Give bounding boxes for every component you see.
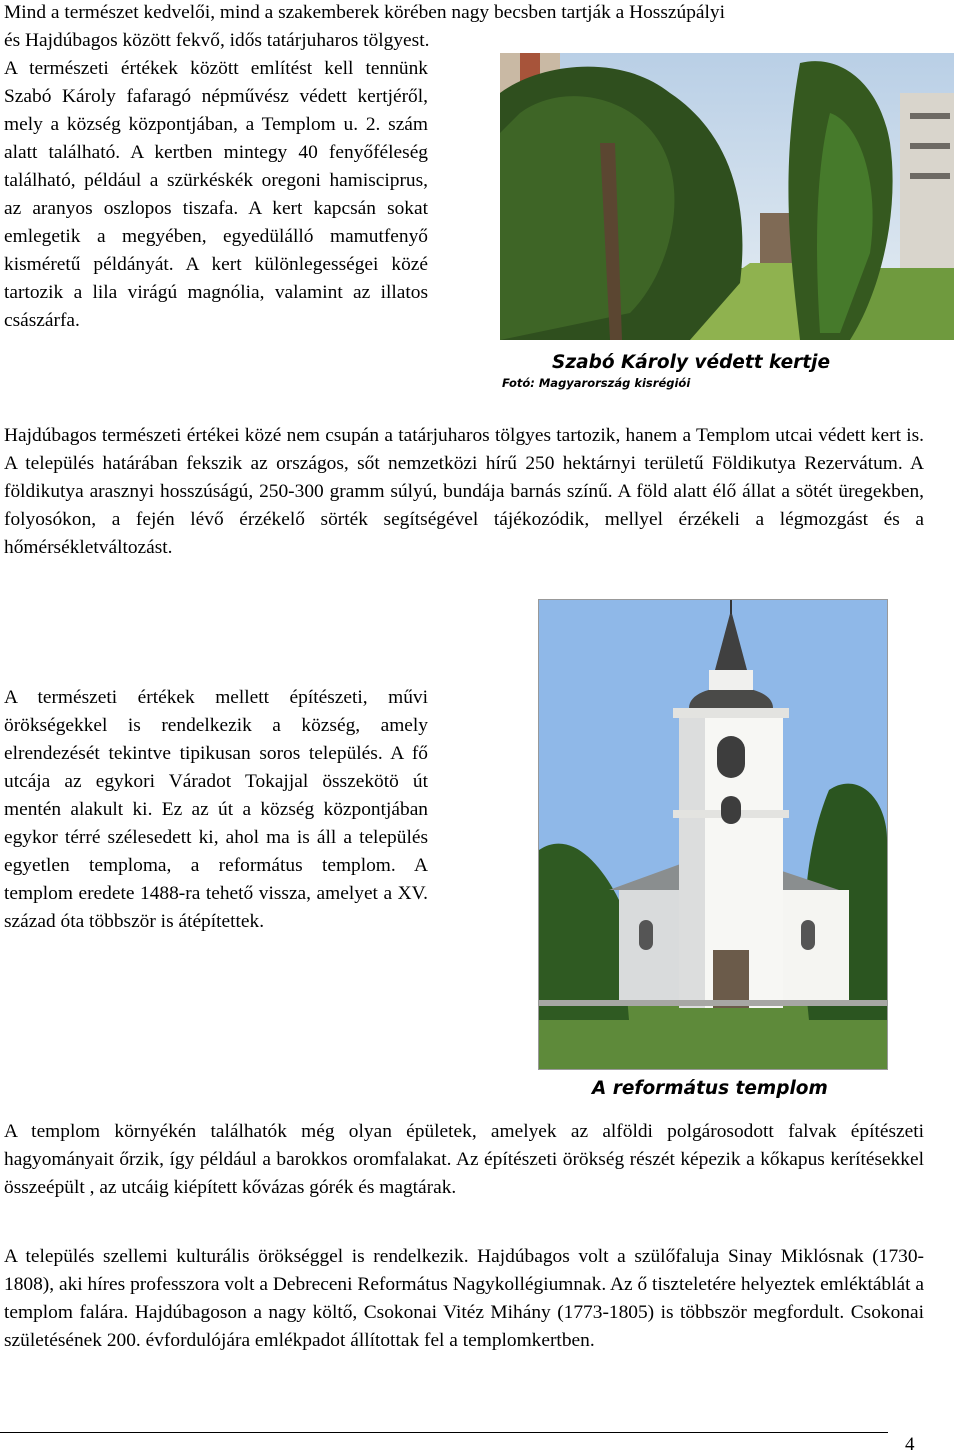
buildings-paragraph: A templom környékén találhatók még olyan épületek, amelyek az alföldi polgárosodott falvak építészeti hagyományait őrzik, így például a barokkos oromfalakat. Az építészeti örökség részét képezik a kőkapus kerítésekkel összeépült , az utcáig kiépített kővázas górék és magtárak. — [4, 1121, 924, 1198]
church-image — [539, 600, 887, 1069]
garden-photo — [500, 53, 954, 340]
nature-paragraph: Hajdúbagos természeti értékei közé nem csupán a tatárjuharos tölgyes tartozik, hanem a Templom utcai védett kert is. A település határában fekszik az országos, sőt nemzetközi hírű 250 hektárnyi területű Földikutya Rezervátum. A földikutya arasznyi hosszúságú, 250-300 gramm súlyú, bundája barnás színű. A föld alatt élő állat a sötét üregekben, folyosókon, a fején lévő érzékelő sörték segítségével tájékozódik, mellyel érzékeli a légmozgást és a hőmérsékletváltozást. — [4, 425, 924, 558]
page-number: 4 — [905, 1434, 915, 1455]
heritage-paragraph: A település szellemi kulturális örökséggel is rendelkezik. Hajdúbagos volt a szülőfaluja Sinay Miklósnak (1730-1808), aki híres professzora volt a Debreceni Református Nagykollégiumnak. Az ő tiszteletére helyeztek emléktáblát a templom falára. Hajdúbagoson a nagy költő, Csokonai Vitéz Mihány (1773-1805) is többször megfordult. Csokonai születésének 200. évfordulójára emlékpadot állítottak fel a templomkertben. — [4, 1246, 924, 1351]
garden-photo-credit: Fotó: Magyarország kisrégiói — [502, 376, 691, 390]
intro-line-2: és Hajdúbagos között fekvő, idős tatárjuharos tölgyest. — [4, 30, 430, 51]
intro-line-1: Mind a természet kedvelői, mind a szakemberek körében nagy becsben tartják a Hosszúpályi — [4, 2, 725, 23]
church-photo — [538, 599, 888, 1070]
architecture-paragraph: A természeti értékek mellett építészeti, művi örökségekkel is rendelkezik a község, amely elrendezését tekintve tipikusan soros település. A fő utcája az egykori Váradot Tokajjal összekötö út mentén alakult ki. Ez az út a község központjában egykor térré szélesedett ki, ahol ma is áll a település egyetlen temploma, a református templom. A templom eredete 1488-ra tehető vissza, amelyet a XV. század óta többször is átépítettek. — [4, 687, 428, 932]
garden-paragraph: A természeti értékek között említést kell tennünk Szabó Károly fafaragó népművész védett kertjéről, mely a község központjában, a Templom u. 2. szám alatt található. A kertben mintegy 40 fenyőféleség található, például a szürkéskék oregoni hamisciprus, az aranyos oszlopos tiszafa. A kert kapcsán sokat emlegetik a megyében, egyedülálló mamutfenyő kisméretű példányát. A kert különlegességei közé tartozik a lila virágú magnólia, valamint az illatos császárfa. — [4, 58, 428, 331]
church-photo-caption: A református templom — [592, 1078, 828, 1099]
garden-photo-caption: Szabó Károly védett kertje — [552, 352, 831, 373]
footer-rule — [0, 1432, 888, 1433]
garden-image — [500, 53, 954, 340]
